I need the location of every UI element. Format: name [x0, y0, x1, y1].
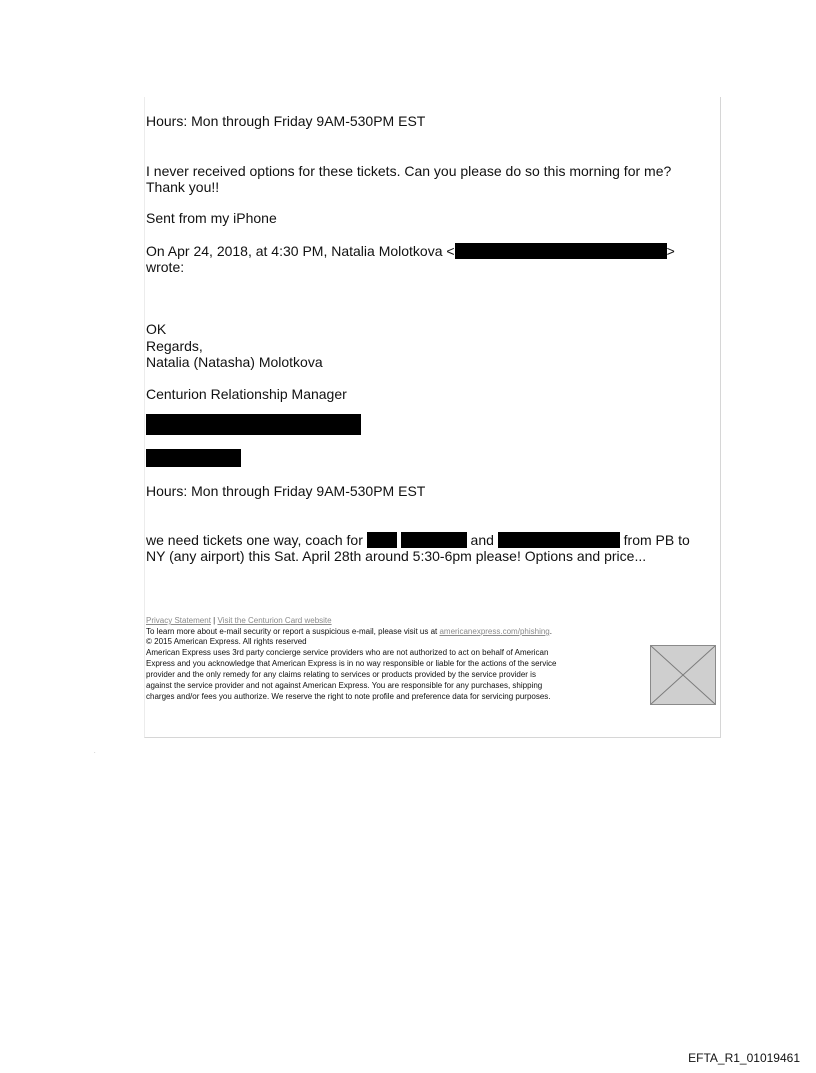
original-line-1 — [146, 532, 690, 548]
centurion-card-link[interactable]: Visit the Centurion Card website — [217, 616, 332, 625]
sent-from: Sent from my iPhone — [146, 210, 277, 226]
hours-top: Hours: Mon through Friday 9AM-530PM EST — [146, 113, 426, 129]
footer-security — [146, 627, 552, 637]
disclaimer-line-3: provider and the only remedy for any claims relating to services or products provided by the service provider is — [146, 670, 536, 679]
original-line-1-a: we need tickets one way, coach for — [146, 532, 363, 548]
security-text: To learn more about e-mail security or report a suspicious e-mail, please visit us at — [146, 627, 438, 636]
footer-copyright: © 2015 American Express. All rights reserved — [146, 637, 307, 646]
security-period: . — [549, 627, 552, 636]
regards-text: Regards, — [146, 338, 203, 354]
redacted-name-1 — [367, 532, 397, 548]
phishing-link[interactable]: americanexpress.com/phishing — [439, 627, 550, 636]
original-line-2: NY (any airport) this Sat. April 28th around 5:30-6pm please! Options and price... — [146, 548, 647, 564]
disclaimer-line-1: American Express uses 3rd party concierge service providers who are not authorized to act on behalf of American — [146, 648, 549, 657]
redacted-contact-2 — [146, 449, 241, 467]
quote-header-prefix: On Apr 24, 2018, at 4:30 PM, Natalia Molotkova < — [146, 243, 455, 259]
footer-links — [146, 616, 332, 626]
disclaimer-line-5: charges and/or fees you authorize. We reserve the right to note profile and preference data for servicing purposes. — [146, 692, 551, 701]
redacted-email — [455, 243, 667, 259]
privacy-statement-link[interactable]: Privacy Statement — [146, 616, 211, 625]
broken-image-icon — [651, 646, 715, 704]
original-line-1-c: from PB to — [623, 532, 690, 548]
quote-header — [146, 243, 675, 259]
hours-bottom: Hours: Mon through Friday 9AM-530PM EST — [146, 483, 426, 499]
signature-name: Natalia (Natasha) Molotkova — [146, 354, 323, 370]
document-id: EFTA_R1_01019461 — [688, 1051, 800, 1065]
footer-separator: | — [213, 616, 216, 625]
original-line-1-b: and — [470, 532, 494, 548]
signature-title: Centurion Relationship Manager — [146, 386, 347, 402]
redacted-name-2 — [401, 532, 467, 548]
quote-wrote: wrote: — [146, 259, 185, 275]
quote-header-suffix: > — [666, 243, 675, 259]
disclaimer-line-2: Express and you acknowledge that American Express is in no way responsible or liable for the actions of the service — [146, 659, 557, 668]
broken-image-placeholder — [650, 645, 716, 705]
stray-mark: · — [94, 750, 96, 756]
request-line-1: I never received options for these tickets. Can you please do so this morning for me? — [146, 163, 672, 179]
request-line-2: Thank you!! — [146, 179, 220, 195]
ok-text: OK — [146, 321, 167, 337]
redacted-contact-1 — [146, 414, 361, 435]
disclaimer-line-4: against the service provider and not against American Express. You are responsible for any purchases, shipping — [146, 681, 543, 690]
redacted-name-3 — [498, 532, 620, 548]
